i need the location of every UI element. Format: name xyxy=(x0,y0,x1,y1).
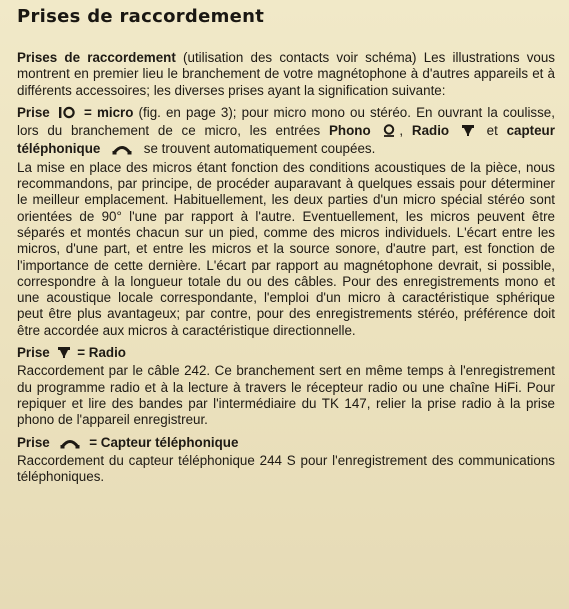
radio-jack-icon xyxy=(461,124,475,141)
capteur-text: Raccordement du capteur téléphonique 244 S pour l'enregistrement des communications téléphoniques. xyxy=(17,452,555,485)
micro-prise-label: Prise xyxy=(17,104,50,120)
micro-jack-icon xyxy=(58,106,76,123)
capteur-label: capteur téléphonique xyxy=(17,123,555,157)
intro-heading: Prises de raccordement xyxy=(17,50,176,65)
intro-section xyxy=(17,50,555,99)
page-title: Prises de raccordement xyxy=(17,6,265,27)
telephone-pickup-icon xyxy=(112,143,132,159)
capteur-eq-label: = Capteur téléphonique xyxy=(89,434,239,450)
micro-ref-end: se trouvent automatiquement coupées. xyxy=(143,141,376,157)
micro-eq-label: = micro xyxy=(84,104,134,120)
capteur-section xyxy=(17,435,555,486)
micro-section: Prise = micro (fig. en page 3); pour micro mono ou stéréo. En ouvrant la coulisse, lors du branchement de ce micro, les entrées Phono , Radio et capteur téléphonique se trouvent automatiquement coupées. La mise en place des micros étant fonction des conditions acoustiques de la pièce, nous recommandons, par principe, de procéder auparavant à quelques essais pour déterminer le meilleur emplacement. Habituellement, les deux parties d'un micro spécial stéréo sont orientées de 90° l'une par rapport à l'autre. Eventuellement, les micros peuvent être séparés et montés chacun sur un pied, comme des micros individuels. L'écart entre les micros, d'une part, et entre les micros et la source sonore, d'autre part, est fonction de l'importance de cette dernière. L'écart par rapport au magnétophone devrait, si possible, correspondre à la longueur totale du ou des câbles. Pour des enregistrements mono et une acoustique locale correspondante, l'emploi d'un micro à caractéristique sphérique peut être plus avantageux; par contre, pour des enregistrements stéréo, préférence doit être accordée aux micros à caractéristique directionnelle. xyxy=(17,104,555,338)
radio-section xyxy=(17,345,555,428)
radio-jack-icon xyxy=(57,346,71,363)
intro-text: Les illustrations vous montrent en premier lieu le branchement de votre magnétophone à d'autres appareils et à différents accessoires; les diverses prises ayant la signification suivante: xyxy=(17,50,555,98)
phono-jack-icon xyxy=(382,124,396,141)
et-label: et xyxy=(486,123,498,139)
radio-prise-label: Prise xyxy=(17,345,50,361)
radio-text: Raccordement par le câble 242. Ce branchement sert en même temps à l'enregistrement du programme radio et à la lecture à travers le récepteur radio ou une chaîne HiFi. Pour repiquer et lire des bandes par l'intermédiaire du TK 147, relier la prise radio à la prise phono de l'appareil enregistreur. xyxy=(17,363,555,428)
telephone-pickup-icon xyxy=(60,437,80,453)
micro-paragraph: La mise en place des micros étant fonction des conditions acoustiques de la pièce, nous recommandons, par principe, de procéder auparavant à quelques essais pour déterminer le meilleur emplacement. Habituellement, les deux parties d'un micro spécial stéréo sont orientées de 90° l'une par rapport à l'autre. Eventuellement, les micros peuvent être séparés et montés chacun sur un pied, comme des micros individuels. L'écart entre les micros, d'une part, et entre les micros et la source sonore, d'autre part, est fonction de l'importance de cette dernière. L'écart par rapport au magnétophone devrait, si possible, correspondre à la longueur totale du ou des câbles. Pour des enregistrements mono et une acoustique locale correspondante, l'emploi d'un micro à caractéristique sphérique peut être plus avantageux; par contre, pour des enregistrements stéréo, préférence doit être accordée aux micros à caractéristique directionnelle. xyxy=(17,159,555,338)
micro-ref: (fig. en page 3); pour micro mono ou stéréo. En ouvrant la coulisse, lors du branchement de ce micro, les entrées xyxy=(17,104,555,139)
intro-heading-note: (utilisation des contacts voir schéma) xyxy=(183,50,417,65)
radio-label: Radio xyxy=(411,123,450,139)
phono-label: Phono xyxy=(328,123,371,139)
radio-eq-label: = Radio xyxy=(77,345,126,361)
capteur-prise-label: Prise xyxy=(17,434,50,450)
